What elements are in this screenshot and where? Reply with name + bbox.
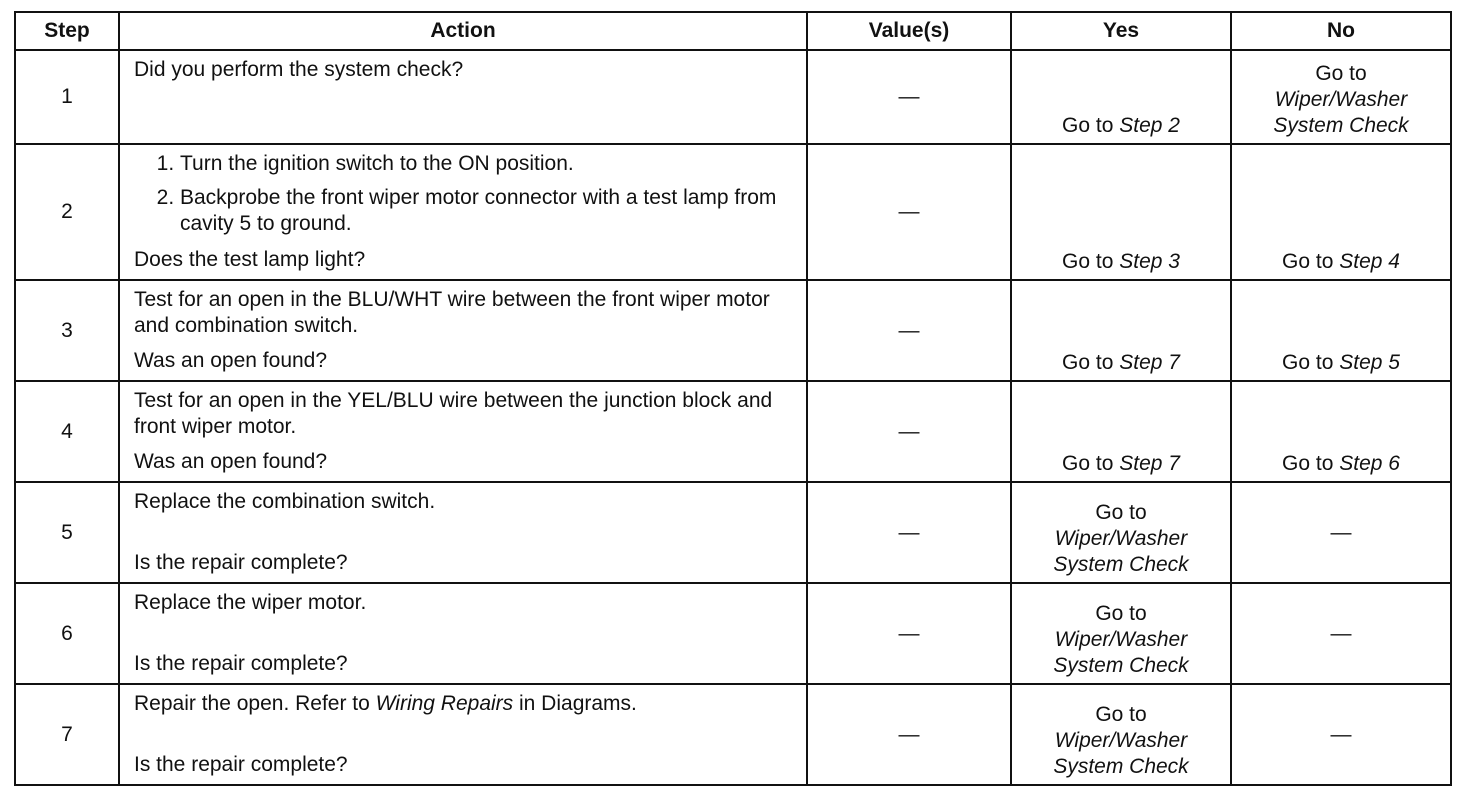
system-check-link[interactable]: System Check (1053, 755, 1189, 778)
table-row (15, 280, 1451, 381)
action-question: Is the repair complete? (134, 551, 348, 574)
action-text: Replace the wiper motor. (134, 591, 367, 614)
value-cell: — (807, 684, 1011, 785)
action-cell (119, 482, 807, 583)
go-to-label: Go to (1062, 114, 1120, 137)
step-number: 2 (15, 144, 119, 280)
go-to-label: Go to (1095, 602, 1147, 625)
yes-cell (1011, 684, 1231, 785)
system-check-link[interactable]: System Check (1273, 114, 1409, 137)
action-cell (119, 50, 807, 144)
value-cell: — (807, 50, 1011, 144)
system-check-link[interactable]: Wiper/Washer (1054, 527, 1188, 550)
action-cell (119, 381, 807, 482)
go-to-label: Go to (1062, 250, 1120, 273)
no-cell: — (1231, 684, 1451, 785)
table-row (15, 144, 1451, 280)
header-row (15, 12, 1451, 50)
step-number: 3 (15, 280, 119, 381)
step-link[interactable]: Step 2 (1119, 114, 1180, 137)
yes-cell (1011, 583, 1231, 684)
action-question: Is the repair complete? (134, 652, 348, 675)
no-cell (1231, 144, 1451, 280)
yes-cell (1011, 280, 1231, 381)
diagnostic-table (14, 11, 1452, 786)
action-question: Was an open found? (134, 450, 328, 473)
step-link[interactable]: Step 5 (1339, 351, 1400, 374)
wiring-repairs-link[interactable]: Wiring Repairs (375, 692, 514, 715)
header-values: Value(s) (807, 12, 1011, 50)
no-cell: — (1231, 482, 1451, 583)
step-number: 1 (15, 50, 119, 144)
value-cell: — (807, 144, 1011, 280)
system-check-link[interactable]: Wiper/Washer (1274, 88, 1408, 111)
step-number: 5 (15, 482, 119, 583)
action-cell (119, 583, 807, 684)
table-row (15, 583, 1451, 684)
step-link[interactable]: Step 7 (1119, 351, 1180, 374)
header-no: No (1231, 12, 1451, 50)
go-to-label: Go to (1282, 351, 1340, 374)
action-text-pre: Repair the open. Refer to (134, 692, 376, 715)
value-cell: — (807, 280, 1011, 381)
yes-cell (1011, 144, 1231, 280)
action-text: Did you perform the system check? (134, 58, 464, 81)
system-check-link[interactable]: Wiper/Washer (1054, 628, 1188, 651)
go-to-label: Go to (1062, 351, 1120, 374)
value-cell: — (807, 583, 1011, 684)
table-row (15, 50, 1451, 144)
step-number: 7 (15, 684, 119, 785)
action-text: Test for an open in the BLU/WHT wire between the front wiper motor and combination switch. (134, 288, 770, 337)
header-action: Action (119, 12, 807, 50)
go-to-label: Go to (1095, 501, 1147, 524)
list-item: 2. Backprobe the front wiper motor connector with a test lamp from cavity 5 to ground. (180, 185, 798, 237)
go-to-label: Go to (1282, 250, 1340, 273)
system-check-link[interactable]: System Check (1053, 553, 1189, 576)
no-cell: — (1231, 583, 1451, 684)
step-link[interactable]: Step 4 (1339, 250, 1400, 273)
yes-cell (1011, 50, 1231, 144)
system-check-link[interactable]: System Check (1053, 654, 1189, 677)
go-to-label: Go to (1315, 62, 1367, 85)
action-question: Is the repair complete? (134, 753, 348, 776)
step-link[interactable]: Step 3 (1119, 250, 1180, 273)
action-cell (119, 280, 807, 381)
system-check-link[interactable]: Wiper/Washer (1054, 729, 1188, 752)
table-row (15, 381, 1451, 482)
header-step: Step (15, 12, 119, 50)
yes-cell (1011, 482, 1231, 583)
action-text-post: in Diagrams. (513, 692, 637, 715)
go-to-label: Go to (1062, 452, 1120, 475)
action-text (134, 691, 798, 717)
action-cell (119, 684, 807, 785)
step-number: 4 (15, 381, 119, 482)
go-to-label: Go to (1282, 452, 1340, 475)
no-cell (1231, 381, 1451, 482)
go-to-label: Go to (1095, 703, 1147, 726)
no-cell (1231, 280, 1451, 381)
action-text: Test for an open in the YEL/BLU wire between the junction block and front wiper motor. (134, 389, 773, 438)
list-item: 1. Turn the ignition switch to the ON position. (180, 151, 798, 177)
step-link[interactable]: Step 6 (1339, 452, 1400, 475)
action-question: Was an open found? (134, 349, 328, 372)
no-cell (1231, 50, 1451, 144)
value-cell: — (807, 381, 1011, 482)
action-list (134, 151, 798, 245)
table-row (15, 482, 1451, 583)
header-yes: Yes (1011, 12, 1231, 50)
yes-cell (1011, 381, 1231, 482)
action-cell (119, 144, 807, 280)
step-link[interactable]: Step 7 (1119, 452, 1180, 475)
value-cell: — (807, 482, 1011, 583)
action-text: Replace the combination switch. (134, 490, 436, 513)
table-row (15, 684, 1451, 785)
step-number: 6 (15, 583, 119, 684)
action-question: Does the test lamp light? (134, 248, 366, 271)
